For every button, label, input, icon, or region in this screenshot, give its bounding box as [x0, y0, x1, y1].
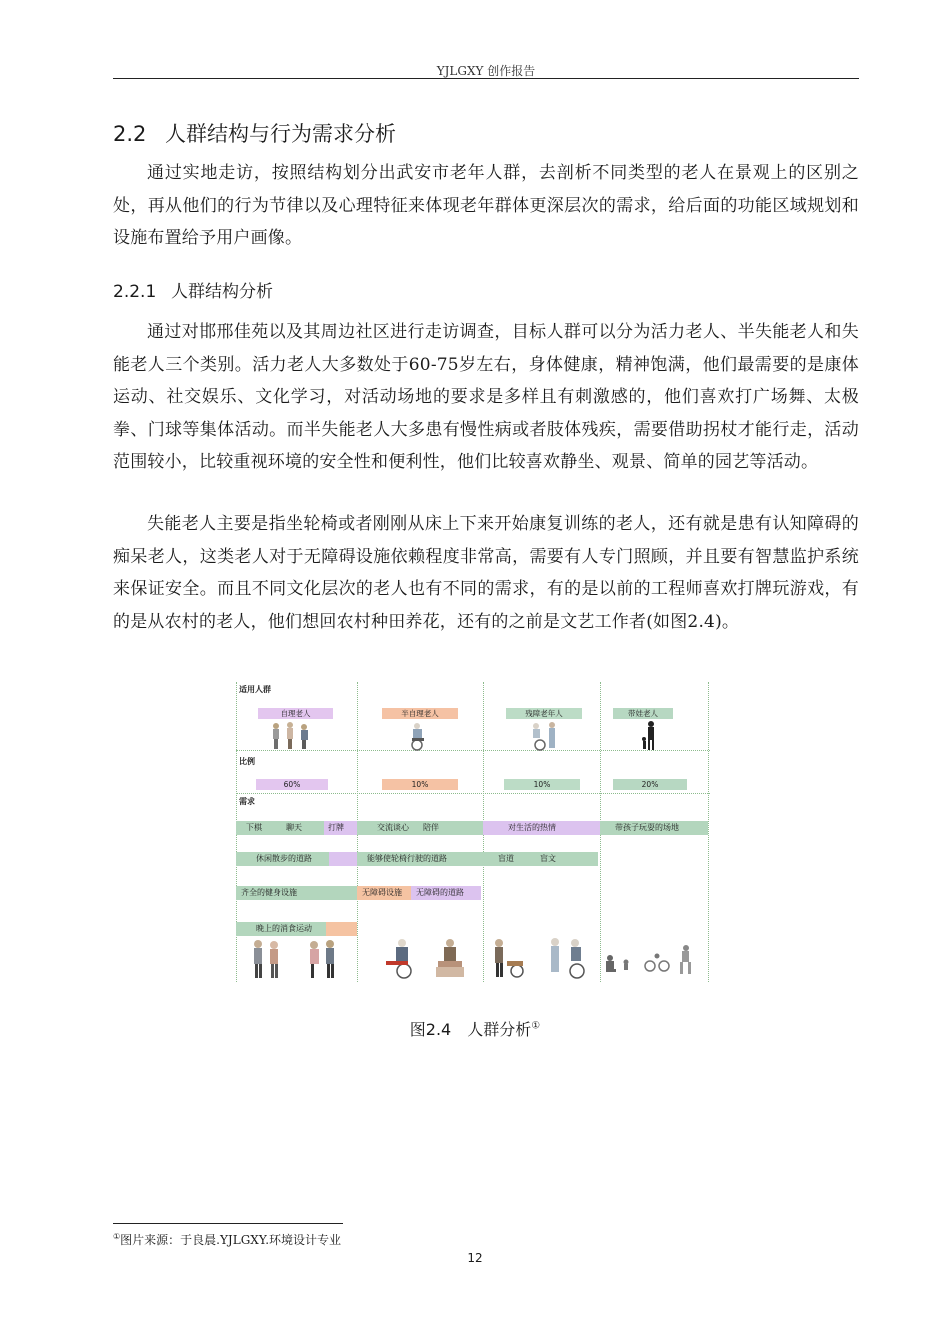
row-divider: [236, 793, 710, 794]
disabled-elderly-illustration: [526, 721, 562, 751]
header-rule: [113, 78, 859, 79]
need-tag: 能够使轮椅行驶的道路: [357, 852, 483, 866]
group-tag: 自理老人: [258, 708, 333, 719]
caption-note-mark: ①: [531, 1020, 541, 1032]
caption-text: 图2.4 人群分析: [409, 1020, 532, 1039]
need-tag: 打牌: [324, 821, 357, 835]
subsection-title: 人群结构分析: [171, 282, 273, 302]
need-tag: 无障碍的道路: [411, 886, 481, 900]
ratio-tag: 10%: [504, 779, 580, 790]
need-tag: [357, 821, 483, 835]
need-tag-filler: [326, 922, 357, 936]
need-text: 交流谈心: [377, 823, 409, 832]
active-elderly-illustration: [266, 721, 316, 751]
paragraph-structure: 通过对邯邢佳苑以及其周边社区进行走访调查，目标人群可以分为活力老人、半失能老人和失能老人三个类别。活力老人大多数处于60-75岁左右，身体健康，精神饱满，他们最需要的是康体运动、社交娱乐、文化学习，对活动场地的要求是多样且有刺激感的，他们喜欢打广场舞、太极拳、门球等集体活动。而半失能老人大多患有慢性病或者肢体残疾，需要借助拐杖才能行走，活动范围较小，比较重视环境的安全性和便利性，他们比较喜欢静坐、观景、简单的园艺等活动。: [113, 322, 859, 473]
need-tag: [483, 852, 598, 866]
section-heading: [113, 118, 396, 148]
need-tag: 晚上的消食运动: [236, 922, 326, 936]
subsection-heading: [113, 277, 273, 302]
disabled-elderly-activities-illustration: [489, 937, 599, 981]
active-elderly-activities-illustration: [246, 939, 346, 981]
section-number: 2.2: [113, 122, 147, 146]
ratio-tag: 60%: [256, 779, 328, 790]
label-groups: 适用人群: [239, 685, 271, 694]
page-number: 12: [467, 1251, 483, 1265]
child-care-activities-illustration: [602, 944, 708, 980]
group-tag: 残障老年人: [506, 708, 582, 719]
column-divider: [708, 682, 709, 982]
running-header: YJLGXY 创作报告: [436, 64, 536, 78]
crowd-analysis-figure: [236, 682, 710, 982]
semi-independent-activities-illustration: [376, 937, 476, 981]
need-text: 盲道: [498, 854, 514, 863]
grandparent-child-illustration: [640, 720, 664, 752]
need-tag-filler: [329, 852, 357, 866]
footnote: [113, 1231, 341, 1248]
subsection-number: 2.2.1: [113, 282, 157, 302]
semi-independent-illustration: [403, 721, 433, 751]
section-title: 人群结构与行为需求分析: [165, 122, 396, 146]
need-tag: 带孩子玩耍的场地: [600, 821, 708, 835]
footnote-mark: ①: [113, 1232, 121, 1241]
paragraph-intro: 通过实地走访，按照结构划分出武安市老年人群，去剖析不同类型的老人在景观上的区别之处，再从他们的行为节律以及心理特征来体现老年群体更深层次的需求，给后面的功能区域规划和设施布置给予用户画像。: [113, 163, 859, 249]
ratio-tag: 10%: [382, 779, 458, 790]
need-text: 盲文: [540, 854, 556, 863]
group-tag: 半自理老人: [382, 708, 458, 719]
need-text: 陪伴: [423, 823, 439, 832]
paragraph-disabled: 失能老人主要是指坐轮椅或者刚刚从床上下来开始康复训练的老人，还有就是患有认知障碍的痴呆老人，这类老人对于无障碍设施依赖程度非常高，需要有人专门照顾，并且要有智慧监护系统来保证安全。而且不同文化层次的老人也有不同的需求，有的是以前的工程师喜欢打牌玩游戏，有的是从农村的老人，他们想回农村种田养花，还有的之前是文艺工作者(如图2.4)。: [113, 514, 859, 632]
need-tag: 齐全的健身设施: [236, 886, 357, 900]
need-tag: 聊天: [274, 821, 336, 835]
group-tag: 带娃老人: [613, 708, 673, 719]
need-tag: 休闲散步的道路: [236, 852, 329, 866]
figure-caption: [0, 1017, 950, 1040]
footnote-rule: [113, 1223, 343, 1224]
label-needs: 需求: [239, 797, 255, 806]
ratio-tag: 20%: [613, 779, 687, 790]
footnote-text: 图片来源：于良晨.YJLGXY.环境设计专业: [120, 1233, 342, 1247]
label-ratio: 比例: [239, 757, 255, 766]
need-tag: 下棋: [236, 821, 284, 835]
need-tag: 无障碍设施: [357, 886, 411, 900]
need-tag: 对生活的热情: [483, 821, 600, 835]
